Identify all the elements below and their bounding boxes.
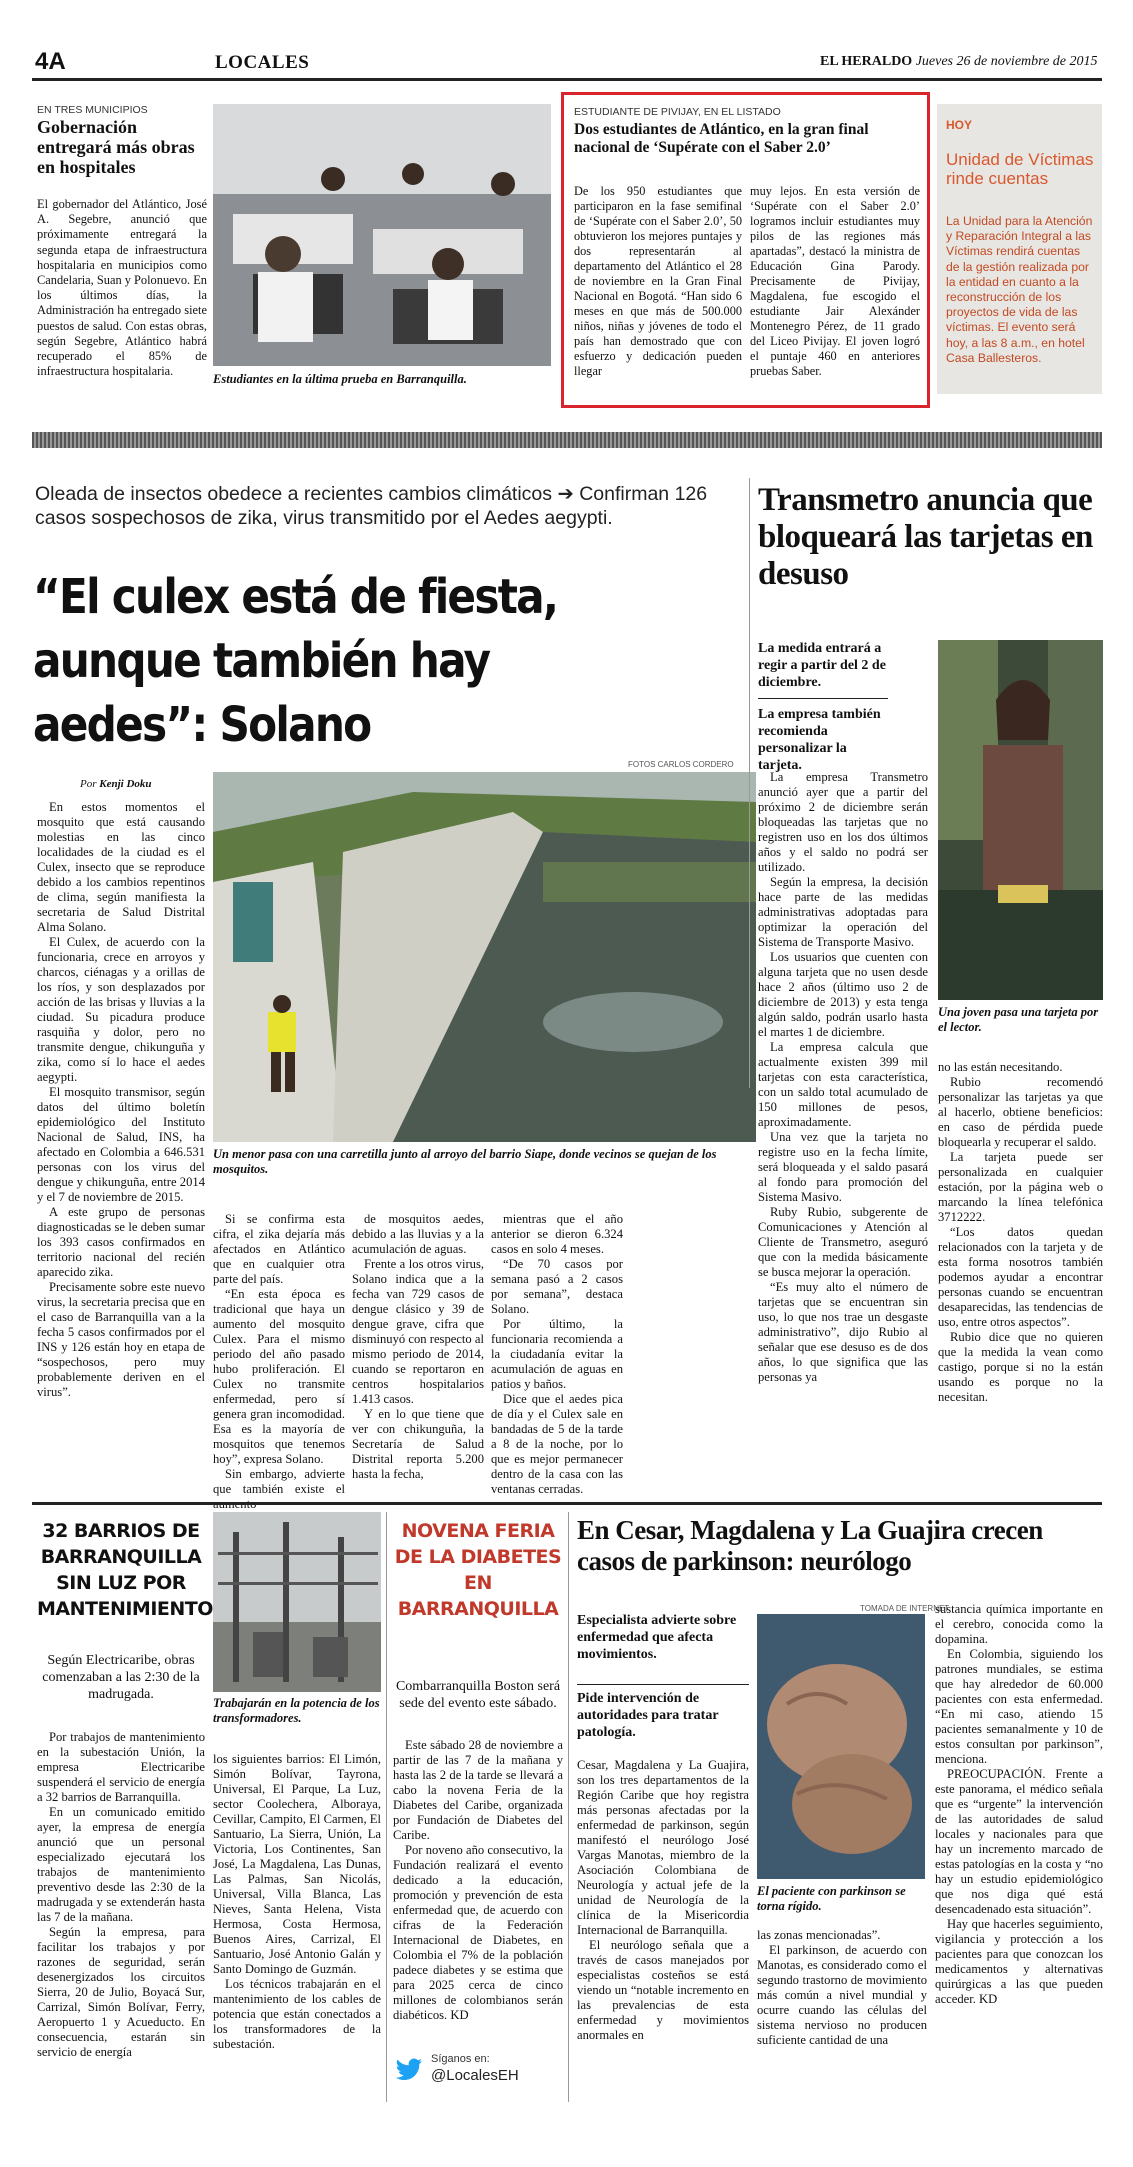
gobernacion-title: Gobernación entregará más obras en hospitales: [37, 117, 195, 177]
transmetro-sub1: La medida entrará a regir a partir del 2 de diciembre.: [758, 641, 886, 690]
hoy-kicker: HOY: [946, 118, 973, 132]
hoy-body: La Unidad para la Atención y Reparación Integral a las Víctimas rendirá cuentas de la gestión realizada por la entidad en cuanto a la reconstrucción de los proyectos de vida de las víctimas. El evento será hoy, a las 8 a.m., en hotel Casa Ballesteros.: [946, 214, 1093, 365]
barrios-deck: Según Electricaribe, obras comenzaban a las 2:30 de la madrugada.: [42, 1653, 200, 1702]
transmetro-sub2: La empresa también recomienda personalizar la tarjeta.: [758, 707, 881, 773]
students-exam-photo: [213, 104, 551, 366]
main-body-col3: de mosquitos aedes, debido a las lluvias y a la acumulación de aguas. Frente a los otros virus, Solano indica que a la fecha van 729 casos de dengue clásico y 39 de dengue grave, cifra que disminuyó con respecto al mismo periodo de 2014, cuando se reportaron en centros hospitalarios 1.413 casos. Y en lo que tiene que ver con chikunguña, la Secretaría de Salud Distrital reporta 5.200 hasta la fecha,: [352, 1212, 484, 1481]
publication-name: EL HERALDO: [820, 54, 913, 69]
main-summary: Oleada de insectos obedece a recientes cambios climáticos ➔ Confirman 126 casos sospechosos de zika, virus transmitido por el Aedes aegypti.: [35, 483, 708, 529]
parkinson-sub1: Especialista advierte sobre enfermedad que afecta movimientos.: [577, 1613, 737, 1662]
transmetro-headline: Transmetro anuncia que bloqueará las tarjetas en desuso: [758, 482, 1093, 592]
byline-author: Kenji Doku: [99, 778, 152, 790]
twitter-bird-icon: [395, 2058, 423, 2080]
parkinson-body-col2: las zonas mencionadas”. El parkinson, de acuerdo con Manotas, es considerado como el segundo trastorno de movimiento más común a nivel mundial y ocurre cuando las células del sistema nervioso no producen suficiente cantidad de una: [757, 1928, 927, 2047]
barrios-body-col2: los siguientes barrios: El Limón, Simón Bolívar, Tayrona, Universal, El Parque, La Luz, sector Coolechera, Alboraya, Cevillar, Campito, El Carmen, El Santuario, La Sierra, Unión, La Victoria, Los Continentes, San José, La Magdalena, Las Dunas, Las Palmas, San Nicolás, Universal, Villa Blanca, Las Nieves, Santa Helena, Vista Hermosa, Costa Hermosa, Buenos Aires, Carrizal, El Santuario, José Antonio Galán y Santo Domingo de Guzmán. Los técnicos trabajarán en el mantenimiento de los cables de potencia que están conectados a los transformadores de la subestación.: [213, 1752, 381, 2051]
estudiantes-title: Dos estudiantes de Atlántico, en la gran final nacional de ‘Supérate con el Saber 2.0’: [574, 121, 869, 156]
bottom-separator-2: [568, 1512, 569, 2102]
transmetro-sub-rule: [758, 698, 888, 699]
transmetro-card-photo: [938, 640, 1103, 1000]
parkinson-hands-photo: [757, 1614, 925, 1879]
substation-photo-caption: Trabajarán en la potencia de los transformadores.: [213, 1696, 380, 1725]
parkinson-body-col1: Cesar, Magdalena y La Guajira, son los tres departamentos de la Región Caribe que hoy registra más personas afectadas por la enfermedad de parkinson, según manifestó el neurólogo José Vargas Manotas, miembro de la Asociación Colombiana de Neurología y actual jefe de la unidad de Neurología de la clínica de la Misericordia Internacional de Barranquilla. El neurólogo señala que a través de casos manejados por especialistas costeños se está viendo un “notable incremento en las prevalencias de esta enfermedad y movimientos anormales en: [577, 1758, 749, 2042]
parkinson-sub2: Pide intervención de autoridades para tratar patología.: [577, 1691, 719, 1740]
arroyo-siape-photo: [213, 772, 756, 1142]
header-rule: [32, 78, 1102, 81]
main-body-col1: En estos momentos el mosquito que está causando molestias en las cinco localidades de la ciudad es el Culex, insecto que se reproduce debido a los cambios repentinos de clima, según manifiesta la secretaria de Salud Distrital Alma Solano. El Culex, de acuerdo con la funcionaria, crece en arroyos y charcos, ciénagas y a orillas de los ríos, y son desplazados por acción de las brisas y lluvias a la ciudad. Su picadura produce rasquiña y dolor, pero no transmite dengue, chikunguña y zika, como sí lo hace el aedes aegypti. El mosquito transmisor, según datos del último boletín epidemiológico del Instituto Nacional de Salud, INS, ha afectado en Colombia a 646.531 personas con los virus del dengue y chikunguña, entre 2014 y el 7 de noviembre de 2015. A este grupo de personas diagnosticadas se le deben sumar los 393 casos confirmados en territorio nacional del recién aparecido zika. Precisamente sobre este nuevo virus, la secretaria precisa que en el caso de Barranquilla van a la fecha 5 casos confirmados por el INS y 126 están hoy en etapa de “sospechosos, pero muy probablemente deriven en el virus”.: [37, 800, 205, 1399]
main-body-col2: Si se confirma esta cifra, el zika dejaría más afectados en Atlántico que en cualquier otra parte del país. “En esta época es tradicional que haya un aumento del mosquito Culex. Para el mismo periodo del año pasado hubo proliferación. El Culex no transmite enfermedad, pero sí genera gran incomodidad. Esa es la mayoría de mosquitos que tenemos hoy”, expresa Solano. Sin embargo, advierte que también existe el: [213, 1212, 345, 1496]
diabetes-deck: Combarranquilla Boston será sede del evento este sábado.: [395, 1679, 561, 1711]
parkinson-photo-caption: El paciente con parkinson se torna rígido.: [757, 1884, 906, 1913]
section-name: LOCALES: [215, 52, 310, 73]
transmetro-body-col1: La empresa Transmetro anunció ayer que a partir del próximo 2 de diciembre serán bloqueadas las tarjetas que no registren uso en los dos últimos años y el saldo no podrá ser utilizado. Según la empresa, la decisión hace parte de las medidas administrativas adoptadas para optimizar la operación del Sistema de Transporte Masivo. Los usuarios que cuenten con alguna tarjeta que no usen desde hace 2 años (último uso 2 de diciembre de 2013) y esta tenga algún saldo, podrán usarlo hasta el martes 1 de diciembre. La empresa calcula que actualmente existen 399 mil tarjetas con esta característica, con un saldo total acumulado de 150 millones de pesos, aproximadamente. Una vez que la tarjeta no registre uso en la fecha límite, será bloqueada y el saldo pasará al fondo para promoción del Sistema Masivo. Ruby Rubio, subgerente de Comunicaciones y Atención al Cliente de Transmetro, aseguró que con la medida básicamente se busca mejorar la operación. “Es muy alto el número de tarjetas que se encuentran sin uso, lo que nos trae un desgaste administrativo”, dijo Rubio al señalar que ese desuso es de dos años, lo que significa que las personas ya: [758, 770, 928, 1384]
parkinson-headline: En Cesar, Magdalena y La Guajira crecen casos de parkinson: neurólogo: [577, 1515, 1043, 1576]
page-number: 4A: [35, 48, 66, 75]
social-handle[interactable]: @LocalesEH: [431, 2067, 519, 2084]
hoy-title: Unidad de Víctimas rinde cuentas: [946, 150, 1094, 188]
main-photo-caption: Un menor pasa con una carretilla junto al arroyo del barrio Siape, donde vecinos se quejan de los mosquitos.: [213, 1147, 717, 1176]
masthead-date-line: [820, 54, 1098, 70]
parkinson-sub-rule: [577, 1684, 749, 1685]
main-headline: “El culex está de fiesta, aunque también hay aedes”: Solano: [33, 569, 558, 753]
transmetro-body-col2: no las están necesitando. Rubio recomendó personalizar las tarjetas ya que al hacerlo, obtiene beneficios: en caso de pérdida puede bloquearla y recuperar el saldo. La tarjeta puede ser personalizada en cualquier estación, por la página web o marcando la línea telefónica 3712222. “Los datos quedan relacionados con la tarjeta y de esta forma nosotros también podemos ayudar a encontrar personas cuando se encuentran desaparecidas, las tendencias de uso, entre otros aspectos”. Rubio dice que no quieren que la medida la vean como castigo, porque si no la están usando es porque no la necesitan.: [938, 1060, 1103, 1404]
substation-photo: [213, 1512, 381, 1692]
parkinson-body-col3: sustancia química importante en el cerebro, conocida como la dopamina. En Colombia, siguiendo los patrones mundiales, se estima que hay alrededor de 60.000 pacientes con esta enfermedad. “En mi caso, atiendo 15 pacientes semanalmente y 10 de estos consultan por parkinson”, menciona. PREOCUPACIÓN. Frente a este panorama, el médico señala que es “urgente” la intervención de las autoridades de salud locales y nacionales para que hay un incremento marcado de estas patologías en la costa y “no hay un estudio epidemiológico que nos diga qué está desencadenado esta situación”. Hay que hacerles seguimiento, vigilancia y protección a los pacientes para que conozcan los medicamentos y alternativas quirúrgicas a las que pueden acceder. KD: [935, 1602, 1103, 2006]
parkinson-photo-credit: TOMADA DE INTERNET: [860, 1604, 950, 1613]
twitter-follow[interactable]: [395, 2053, 565, 2093]
main-photo-credit: FOTOS CARLOS CORDERO: [628, 760, 734, 769]
transmetro-photo-caption: Una joven pasa una tarjeta por el lector.: [938, 1005, 1099, 1034]
diabetes-body: Este sábado 28 de noviembre a partir de las 7 de la mañana y hasta las 2 de la tarde se llevará a cabo la novena Feria de la Diabetes del Caribe, organizada por Fundación de Diabetes del Caribe. Por noveno año consecutivo, la Fundación realizará el evento dedicado a la educación, promoción y prevención de esta enfermedad que, de acuerdo con cifras de la Federación Internacional de Diabetes, en Colombia el 7% de la población padece diabetes y se estima que para 2025 cerca de cinco millones de colombianos serán diabéticos. KD: [393, 1738, 563, 2022]
bottom-separator-1: [386, 1512, 387, 2102]
barrios-body-col1: Por trabajos de mantenimiento en la subestación Unión, la empresa Electricaribe suspenderá el servicio de energía a 32 barrios de Barranquilla. En un comunicado emitido ayer, la empresa de energía anunció que un personal especializado ejecutará los trabajos de mantenimiento preventivo desde las 2:30 de la madrugada y se extenderán hasta las 7 de la mañana. Según la empresa, para facilitar los trabajos y por razones de seguridad, serán desenergizados los circuitos Sierra, 20 de Julio, Boyacá Sur, Carrizal, Simón Bolívar, Ferry, Aeropuerto 1 y Acueducto. En consecuencia, estarán sin servicio de energía: [37, 1730, 205, 2059]
issue-date: Jueves 26 de noviembre de 2015: [915, 54, 1098, 69]
column-separator: [749, 478, 750, 1088]
gobernacion-kicker: EN TRES MUNICIPIOS: [37, 104, 148, 116]
bottom-section-rule: [32, 1502, 1102, 1505]
main-byline: Por Kenji Doku: [80, 778, 152, 790]
social-prompt: Síganos en:: [431, 2053, 490, 2065]
gobernacion-body: El gobernador del Atlántico, José A. Segebre, anunció que próximamente entregará la segunda etapa de infraestructura hospitalaria en municipios como Candelaria, Suan y Polonuevo. En los últimos días, la Administración ha entregado siete puestos de salud. Con estas obras, según Segebre, Atlántico habrá recuperado el 85% de infraestructura hospitalaria.: [37, 197, 207, 379]
section-divider-bar: [32, 432, 1102, 448]
main-body-col4: mientras que el año anterior se dieron 6.324 casos en solo 4 meses. “De 70 casos por semana pasó a 2 casos por semana”, destaca Solano. Por último, la funcionaria recomienda a la ciudadanía evitar la acumulación de aguas en patios y baños. Dice que el aedes pica de día y el Culex sale en bandadas de 5 de la tarde a 8 de la noche, por lo que es mejor permanecer dentro de la casa con las ventanas cerradas.: [491, 1212, 623, 1496]
diabetes-headline: NOVENA FERIA DE LA DIABETES EN BARRANQUILLA: [394, 1520, 562, 1620]
students-photo-caption: Estudiantes en la última prueba en Barranquilla.: [213, 372, 467, 386]
barrios-headline: 32 BARRIOS DE BARRANQUILLA SIN LUZ POR MANTENIMIENTO: [37, 1520, 213, 1620]
estudiantes-kicker: ESTUDIANTE DE PIVIJAY, EN EL LISTADO: [574, 106, 781, 118]
estudiantes-body-col2: muy lejos. En esta versión de ‘Supérate con el Saber 2.0’ logramos incluir estudiantes muy pilos de las regiones más apartadas”, destacó la ministra de Educación Gina Parody. Precisamente de Pivijay, Magdalena, fue escogido el estudiante Jair Alexánder Montenegro Pérez, de 11 grado del Liceo Pivijay. El joven logró el puntaje 460 en anteriores pruebas Saber.: [750, 184, 920, 378]
estudiantes-body-col1: De los 950 estudiantes que participaron en la fase semifinal de ‘Supérate con el Saber 2.0’, 50 obtuvieron los mejores puntajes y dos representarán al departamento del Atlántico el 28 de noviembre en la Gran Final Nacional en Bogotá. “Han sido 6 meses en que más de 500.000 niños, niñas y jóvenes de todo el país han demostrado que con esfuerzo y dedicación pueden llegar: [574, 184, 742, 378]
